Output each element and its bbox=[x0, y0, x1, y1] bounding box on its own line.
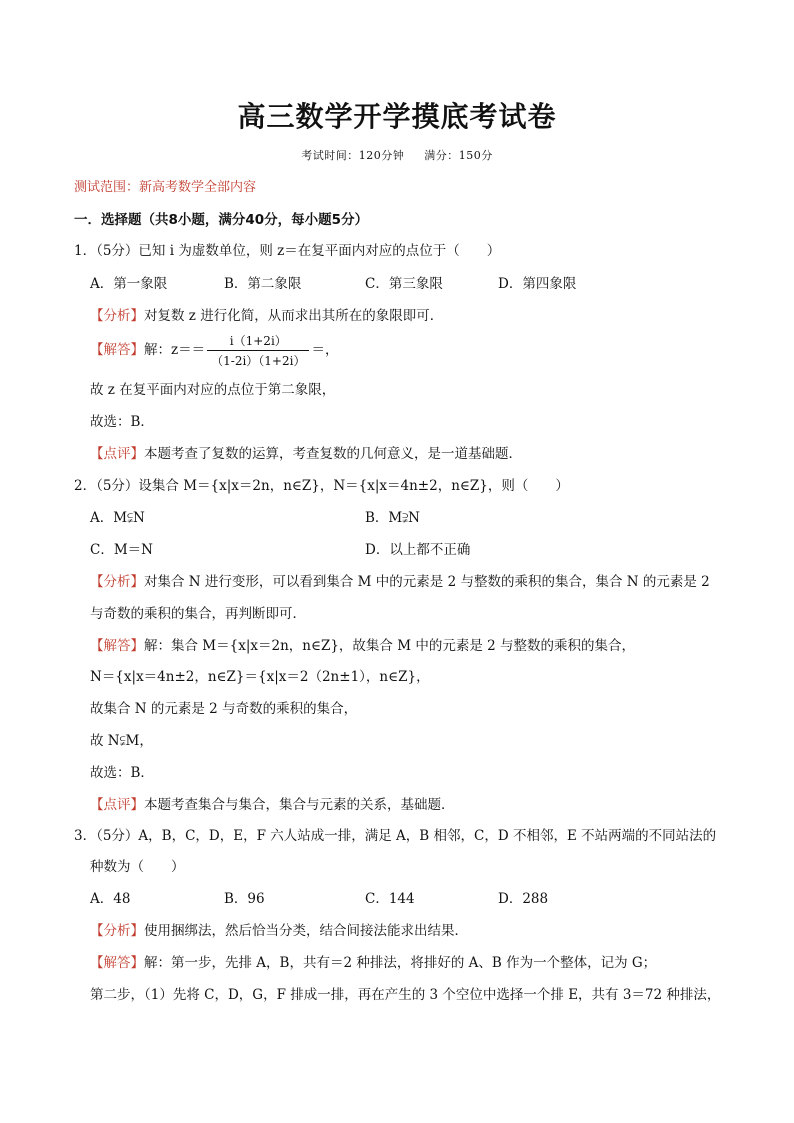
test-scope: 测试范围：新高考数学全部内容 bbox=[74, 180, 257, 195]
analysis-tag: 【分析】 bbox=[90, 574, 144, 590]
q3-analysis bbox=[90, 919, 468, 939]
q1-analysis bbox=[90, 304, 443, 324]
comment-tag: 【点评】 bbox=[90, 797, 144, 813]
q2-solution bbox=[90, 634, 635, 654]
fraction-numerator: i（1+2i） bbox=[207, 332, 309, 351]
q3-stem-line2: 种数为（ ） bbox=[90, 859, 185, 875]
q3-option-c: C．144 bbox=[365, 891, 415, 907]
q2-stem: 2．（5分）设集合 M＝{x|x＝2n，n∈Z}，N＝{x|x＝4n±2，n∈Z}，则（ ） bbox=[74, 478, 569, 494]
q1-solution-line2: 故 z 在复平面内对应的点位于第二象限， bbox=[90, 382, 336, 398]
q1-option-c: C．第三象限 bbox=[365, 276, 443, 292]
q3-option-d: D．288 bbox=[498, 891, 549, 907]
analysis-tag: 【分析】 bbox=[90, 308, 144, 324]
q3-solution-line2: 第二步，（1）先将 C，D，G，F 排成一排，再在产生的 3 个空位中选择一个排 E，共有 3＝72 种排法， bbox=[90, 987, 721, 1003]
q1-solution bbox=[90, 332, 338, 369]
analysis-tag: 【分析】 bbox=[90, 923, 144, 939]
solution-text: 解：第一步，先排 A，B，共有＝2 种排法，将排好的 A、B 作为一个整体，记为 G； bbox=[144, 955, 657, 971]
q2-option-c: C．M＝N bbox=[90, 542, 153, 558]
q3-option-b: B．96 bbox=[224, 891, 265, 907]
comment-tag: 【点评】 bbox=[90, 446, 144, 462]
q2-choice: 故选：B． bbox=[90, 765, 154, 781]
exam-time: 考试时间：120分钟 bbox=[301, 149, 405, 162]
solution-suffix: ＝， bbox=[311, 342, 339, 358]
q2-analysis-line2: 与奇数的乘积的集合，再判断即可． bbox=[90, 606, 306, 622]
q2-solution-line3: 故集合 N 的元素是 2 与奇数的乘积的集合， bbox=[90, 701, 358, 717]
q3-solution bbox=[90, 951, 656, 971]
q2-comment bbox=[90, 793, 455, 813]
comment-text: 本题考查集合与集合，集合与元素的关系，基础题． bbox=[144, 797, 455, 813]
q2-option-b: B．M⫌N bbox=[365, 510, 420, 526]
q3-option-a: A．48 bbox=[90, 891, 131, 907]
page-title: 高三数学开学摸底考试卷 bbox=[237, 100, 557, 133]
analysis-text: 对复数 z 进行化简，从而求出其所在的象限即可． bbox=[144, 308, 444, 324]
q2-analysis bbox=[90, 570, 710, 590]
exam-score: 满分：150分 bbox=[424, 149, 493, 162]
solution-tag: 【解答】 bbox=[90, 342, 144, 358]
solution-text: 解：集合 M＝{x|x＝2n，n∈Z}，故集合 M 中的元素是 2 与整数的乘积的集合， bbox=[144, 638, 635, 654]
analysis-text: 使用捆绑法，然后恰当分类，结合间接法能求出结果． bbox=[144, 923, 468, 939]
section-heading: 一．选择题（共8小题，满分40分，每小题5分） bbox=[74, 212, 369, 228]
q1-comment bbox=[90, 442, 522, 462]
solution-prefix: 解：z＝＝ bbox=[144, 342, 206, 358]
q1-choice: 故选：B． bbox=[90, 414, 154, 430]
fraction-denominator: （1-2i）（1+2i） bbox=[211, 354, 306, 368]
q1-option-a: A．第一象限 bbox=[90, 276, 168, 292]
q2-option-a: A．M⫋N bbox=[90, 510, 145, 526]
q2-solution-line4: 故 N⫋M， bbox=[90, 733, 153, 749]
q2-option-d: D．以上都不正确 bbox=[365, 542, 471, 558]
q3-stem: 3．（5分）A，B，C，D，E，F 六人站成一排，满足 A，B 相邻，C，D 不相邻，E 不站两端的不同站法的 bbox=[74, 828, 717, 844]
exam-info bbox=[0, 147, 794, 163]
analysis-text: 对集合 N 进行变形，可以看到集合 M 中的元素是 2 与整数的乘积的集合，集合 N 的元素是 2 bbox=[144, 574, 710, 590]
solution-tag: 【解答】 bbox=[90, 638, 144, 654]
q2-solution-line2: N＝{x|x＝4n±2，n∈Z}＝{x|x＝2（2n±1），n∈Z}， bbox=[90, 669, 430, 685]
q1-stem: 1．（5分）已知 i 为虚数单位，则 z＝在复平面内对应的点位于（ ） bbox=[74, 243, 501, 259]
fraction bbox=[207, 332, 309, 369]
q1-option-d: D．第四象限 bbox=[498, 276, 577, 292]
q1-option-b: B．第二象限 bbox=[224, 276, 302, 292]
comment-text: 本题考查了复数的运算，考查复数的几何意义，是一道基础题． bbox=[144, 446, 522, 462]
solution-tag: 【解答】 bbox=[90, 955, 144, 971]
